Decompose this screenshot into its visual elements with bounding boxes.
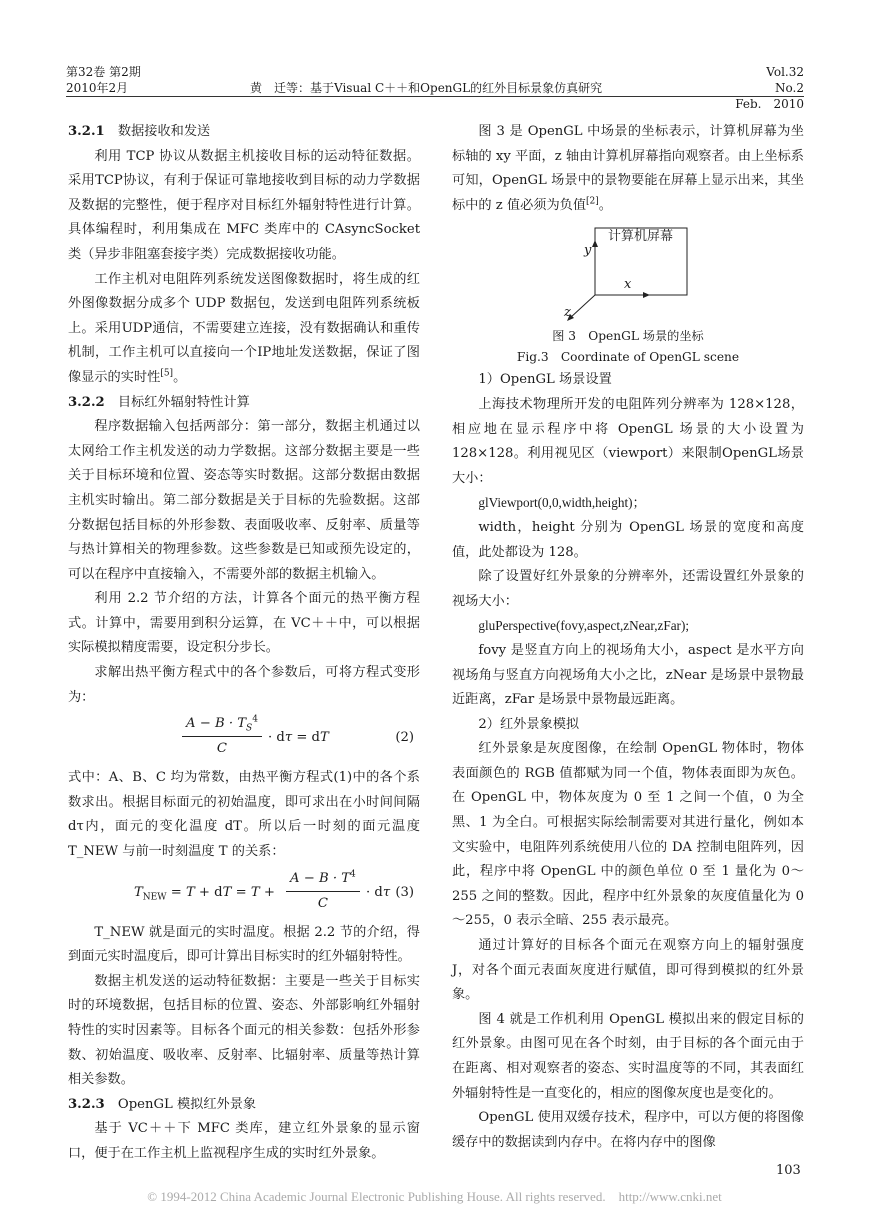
axis-label-z: z	[564, 305, 571, 321]
equation-2-fraction: $\frac{A - B \cdot T_S^4}{C}$	[182, 712, 262, 761]
section-heading-3-2-3: 3.2.3 OpenGL 模拟红外景象	[68, 1096, 257, 1112]
paragraph: 程序数据输入包括两部分：第一部分，数据主机通过以太网给工作主机发送的动力学数据。这部分数据主要是一些关于目标环境和位置、姿态等实时数据。这部分数据由数据主机实时输出。第二部分数据是关于目标的先验数据。这部分数据包括目标的外形参数、表面吸收率、反射率、质量等与热计算相关的物理参数。这些参数是已知或预先设定的，可以在程序中直接输入，不需要外部的数据主机输入。	[68, 419, 420, 582]
equation-number: (3)	[395, 884, 414, 900]
subheading-2: 2）红外景象模拟	[478, 716, 580, 732]
axis-label-y: y	[584, 243, 592, 259]
figure-caption-cn: 图 3 OpenGL 场景的坐标	[552, 329, 704, 344]
left-column	[68, 120, 420, 1167]
copyright-footer: © 1994-2012 China Academic Journal Electronic Publishing House. All rights reserved. http://www.cnki.net	[147, 1189, 722, 1204]
axis-label-x: x	[624, 277, 632, 293]
paragraph: 式中：A、B、C 均为常数，由热平衡方程式(1)中的各个系数求出。根据目标面元的初始温度，即可求出在小时间间隔 dτ内，面元的变化温度 dT。所以后一时刻的面元温度 T_NEW 与前一时刻温度 T 的关系：	[68, 770, 420, 860]
subheading-1: 1）OpenGL 场景设置	[478, 372, 612, 388]
paragraph: 红外景象是灰度图像，在绘制 OpenGL 物体时，物体表面颜色的 RGB 值都赋为同一个值，物体表面即为灰色。在 OpenGL 中，物体灰度为 0 至 1 之间一个值，0 为全黑、1 为全白。可根据实际绘制需要对其进行量化，例如本文实验中，电阻阵列系统使用八位的 DA 控制电阻阵列，因此，程序中将 OpenGL 中的颜色单位 0 至 1 量化为 0～255 之间的整数。因此，程序中红外景象的灰度值量化为 0～255，0 表示全暗、255 表示最亮。	[452, 741, 804, 929]
equation-3-fraction: $\frac{A - B \cdot T^4}{C}$	[286, 867, 360, 916]
code-line: gluPerspective(fovy,aspect,zNear,zFar);	[478, 618, 690, 634]
equation-2: $\frac{A - B \cdot T_S^4}{C}$ · dτ = dT (2)	[68, 710, 420, 766]
paragraph: T_NEW 就是面元的实时温度。根据 2.2 节的介绍，得到面元实时温度后，即可计算出目标实时的红外辐射特性。	[68, 924, 420, 965]
paragraph: OpenGL 使用双缓存技术，程序中，可以方便的将图像缓存中的数据读到内存中。在将内存中的图像	[452, 1110, 804, 1150]
section-heading-3-2-1: 3.2.1 数据接收和发送	[68, 124, 211, 139]
equation-number: (2)	[395, 730, 414, 746]
figure-label-screen: 计算机屏幕	[608, 229, 674, 245]
equation-3: $T_{NEW} = T$ + dT = T + $\frac{A - B \cdot T^4}{C}$ · dτ (3)	[68, 865, 420, 921]
right-column	[452, 120, 804, 1155]
page-number: 103	[776, 1163, 801, 1178]
paragraph: 通过计算好的目标各个面元在观察方向上的辐射强度 J，对各个面元表面灰度进行赋值，即可得到模拟的红外景象。	[452, 938, 804, 1003]
paragraph: 求解出热平衡方程式中的各个参数后，可将方程式变形为：	[68, 665, 420, 705]
figure-caption-en: Fig.3 Coordinate of OpenGL scene	[516, 350, 740, 365]
citation: [2]	[586, 196, 599, 207]
figure-3	[452, 218, 804, 326]
paragraph: 除了设置好红外景象的分辨率外，还需设置红外景象的视场大小：	[452, 569, 804, 609]
header-volume-en: Vol.32 No.2	[766, 65, 817, 95]
header-date: 2010年2月	[66, 81, 129, 95]
figure-caption	[452, 326, 804, 368]
citation: [5]	[160, 368, 174, 379]
header-date-en: Feb. 2010	[735, 97, 804, 111]
header-running-title: 黄 迁等：基于Visual C＋＋和OpenGL的红外目标景象仿真研究	[250, 81, 603, 95]
paragraph: 图 3 是 OpenGL 中场景的坐标表示，计算机屏幕为坐标轴的 xy 平面，z 轴由计算机屏幕指向观察者。由上坐标系可知，OpenGL 场景中的景物要能在屏幕上显示出来，其坐标中的 z 值必须为负值[2]。	[452, 124, 804, 213]
paragraph: 利用 2.2 节介绍的方法，计算各个面元的热平衡方程式。计算中，需要用到积分运算，在 VC＋＋中，可以根据实际模拟精度需要，设定积分步长。	[68, 591, 420, 656]
paragraph: 基于 VC＋＋下 MFC 类库，建立红外景象的显示窗口，便于在工作主机上监视程序生成的实时红外景象。	[68, 1121, 420, 1161]
header-issue	[66, 64, 141, 96]
code-line: glViewport(0,0,width,height)；	[478, 495, 646, 511]
section-heading-3-2-2: 3.2.2 目标红外辐射特性计算	[68, 394, 250, 410]
paragraph: 工作主机对电阻阵列系统发送图像数据时，将生成的红外图像数据分成多个 UDP 数据包，发送到电阻阵列系统板上。采用UDP通信，不需要建立连接，没有数据确认和重传机制，工作主机可以直接向一个IP地址发送数据，保证了图像显示的实时性[5]。	[68, 271, 420, 385]
paragraph: fovy 是竖直方向上的视场角大小，aspect 是水平方向视场角与竖直方向视场角大小之比，zNear 是场景中景物最近距离，zFar 是场景中景物最远距离。	[452, 642, 804, 708]
header-rule	[66, 96, 804, 97]
paragraph: width，height 分别为 OpenGL 场景的宽度和高度值，此处都设为 128。	[452, 519, 804, 560]
header-volume: 第32卷 第2期	[66, 65, 141, 79]
paragraph: 上海技术物理所开发的电阻阵列分辨率为 128×128，相应地在显示程序中将 OpenGL 场景的大小设置为128×128。利用视见区（viewport）来限制OpenGL场景大小：	[452, 396, 804, 486]
header-issue-en	[732, 64, 817, 112]
paragraph: 数据主机发送的运动特征数据：主要是一些关于目标实时的环境数据，包括目标的位置、姿态、外部影响红外辐射特性的实时因素等。目标各个面元的相关参数：包括外形参数、初始温度、吸收率、反射率、比辐射率、质量等热计算相关参数。	[68, 973, 420, 1088]
paragraph: 利用 TCP 协议从数据主机接收目标的运动特征数据。采用TCP协议，有利于保证可靠地接收到目标的动力学数据及数据的完整性，便于程序对目标红外辐射特性进行计算。具体编程时，利用集成在 MFC 类库中的 CAsyncSocket 类（异步非阻塞套接字类）完成数据接收功能。	[68, 148, 420, 262]
paragraph: 图 4 就是工作机利用 OpenGL 模拟出来的假定目标的红外景象。由图可见在各个时刻，由于目标的各个面元由于在距离、相对观察者的姿态、实时温度等的不同，其表面红外辐射特性是一直变化的，相应的图像灰度也是变化的。	[452, 1011, 804, 1101]
